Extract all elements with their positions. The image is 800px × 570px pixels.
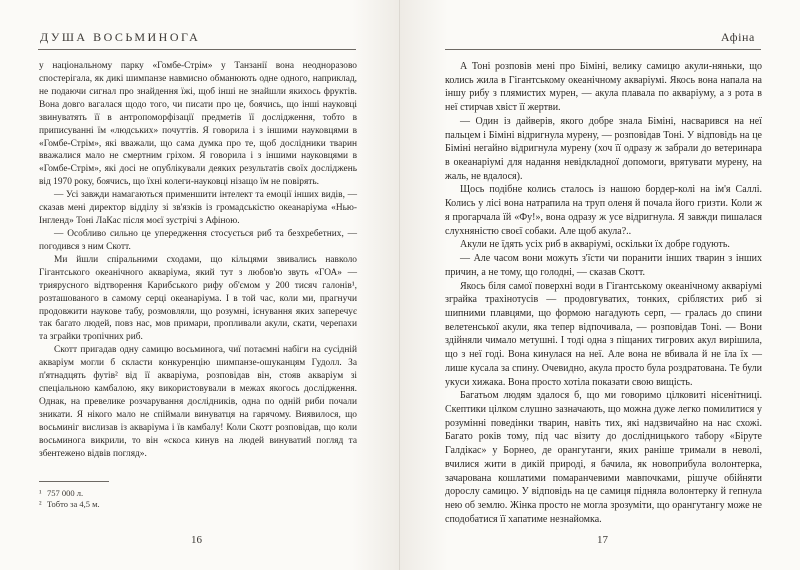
paragraph: Щось подібне колись сталось із нашою бордер-колі на ім'я Саллі. Колись у лісі вона натрапила на труп оленя й почала його гризти. Коли ж я прогарчала їй «Фу!», вона одразу ж усе відригнула. Я завжди пишалася слухняністю своєї собаки. Але щоб акула?.. — [445, 184, 762, 237]
paragraph: — Усі завжди намагаються применшити інтелект та емоції інших видів, — сказав мені директор відділу зі зв'язків із громадськістю океанаріума «Нью-Інгленд» Тоні ЛаКас після моєї зустрічі з Афіною. — [39, 190, 357, 227]
right-text-block — [445, 60, 762, 526]
page-number: 16 — [191, 534, 202, 546]
header-rule — [38, 49, 356, 50]
paragraph: Багатьом людям здалося б, що ми говоримо цілковиті нісенітниці. Скептики цілком слушно зазначають, що можна дуже легко помилитися у розумінні поведінки тварин, навіть тих, які надзвичайно на нас схожі. Багато років тому, під час візиту до дослідницького табору «Біруте Галдікас» у Борнео, де орангутанги, яких раніше тримали в неволі, вчилися жити в дикій природі, я бачила, як новоприбула волонтерка, зачарована кошлатими помаранчевими мавпочками, рішуче обійняти дорослу самицю. У відповідь на це самиця підняла волонтерку й гепнула нею об землю. Жінка просто не могла зрозуміти, що орангутангу може не сподобатися її хапатиме незнайомка. — [445, 390, 762, 525]
footnote-rule — [39, 481, 109, 482]
running-head-book-title: ДУША ВОСЬМИНОГА — [40, 30, 201, 44]
paragraph: у національному парку «Гомбе-Стрім» у Танзанії вона неодноразово спостерігала, як дикі шимпанзе навмисно обманюють одне одного, наприклад, не подаючи сигнал про знайдення їжі, щоб інші не знайшли якихось фруктів. Вона довго вагалася щодо того, чи писати про це, боячись, що інші науковці звинуватять її в антропоморфізації предметів її дослідження, тобто в приписуванні їм «людських» почуттів. Я говорила і з іншими науковцями в «Гомбе-Стрім», які вважали, що сама думка про те, щоб дослідники тварин вважалися мало не смертним гріхом. Я говорила і з іншими науковцями в «Гомбе-Стрім», які досі не опублікували деяких результатів своїх досліджень від 1970 року, боячись, що їхні колеги-науковці нізащо їм не повірять. — [39, 61, 357, 188]
footnote: ² Тобто за 4,5 м. — [39, 499, 100, 509]
paragraph: — Один із дайверів, якого добре знала Біміні, насварився на неї пальцем і Біміні відригнула мурену, — розповідав Тоні. У відповідь на це Біміні негайно відригнула мурену (хоч її одразу ж забрали до ветеринара в океанаріумі для надання невідкладної допомоги, врятувати мурену, на жаль, не вдалося). — [445, 115, 762, 182]
header-rule — [445, 49, 761, 50]
paragraph: — Особливо сильно це упередження стосується риб та безхребетних, — погодився з ним Скотт. — [39, 228, 357, 252]
paragraph: Акули не їдять усіх риб в акваріумі, оскільки їх добре годують. — [460, 239, 730, 251]
page-number: 17 — [597, 534, 608, 546]
left-text-block — [39, 60, 357, 461]
footnote: ¹ 757 000 л. — [39, 488, 84, 498]
footnotes — [39, 488, 339, 510]
paragraph: — Але часом вони можуть з'їсти чи поранити інших тварин з інших причин, а не тому, що голодні, — сказав Скотт. — [445, 253, 762, 278]
paragraph: Скотт пригадав одну самицю восьминога, чиї потаємні набіги на сусідній акваріум могли б скласти конкуренцію шимпанзе-ошуканцям Гудолл. За п'ятнадцять футів² від її акваріума, розповідав він, стояв акваріум зі спеціальною камбалою, яку використовували в межах якогось дослідження. Однак, на превелике розчарування дослідників, одна по одній риби почали зникати. Я нікого мало не спіймали винуватця на гарячому. Виявилося, що восьминіг вислизав із акваріума і їв камбалу! Коли Скотт розповідав, що коли восьминога викрили, то він «скоса кинув на людей винуватий погляд та збентежено відвів погляд». — [39, 345, 357, 459]
paragraph: А Тоні розповів мені про Біміні, велику самицю акули-няньки, що колись жила в Гігантському океанічному акваріумі. Якось вона напала на іншу рибу з плямистих мурен, — акула плавала по акваріуму, а з рота в неї стирчав хвіст її жертви. — [445, 61, 762, 114]
running-head-chapter-title: Афіна — [720, 30, 755, 44]
right-page — [400, 0, 800, 570]
paragraph: Якось біля самої поверхні води в Гігантському океанічному акваріумі зграйка трахінотусів — продовгуватих, тонких, сріблястих риб зі шипними плавцями, що формою нагадують серп, — гралась до спини велетенської акули, яка тепер відпочивала, — розповідав Тоні. — Вони здійняли чимало метушні. І тоді одна з піщаних тигрових акул вирішила, що з неї годі. Вона кинулася на неї. Але вона не вбивала й не їла їх — лише кусала за спину. Очевидно, акула просто була роздратована. Те були укуси хижака. Вона просто хотіла показати свою вищість. — [445, 280, 762, 388]
paragraph: Ми йшли спіральними сходами, що кільцями звивались навколо Гігантського океанічного акваріума, який тут з любов'ю звуть «ГОА» — триярусного відтворення Карибського рифу об'ємом у 200 тисяч галонів¹, розташованого в самому серці океанаріума. І в той час, коли ми, прагнучи продовжити наукове табу, розмовляли, що розумні, існування яких заперечує так багато людей, повз нас, мов примари, пропливали акули, скати, черепахи та зграйки тропічних риб. — [39, 254, 357, 343]
